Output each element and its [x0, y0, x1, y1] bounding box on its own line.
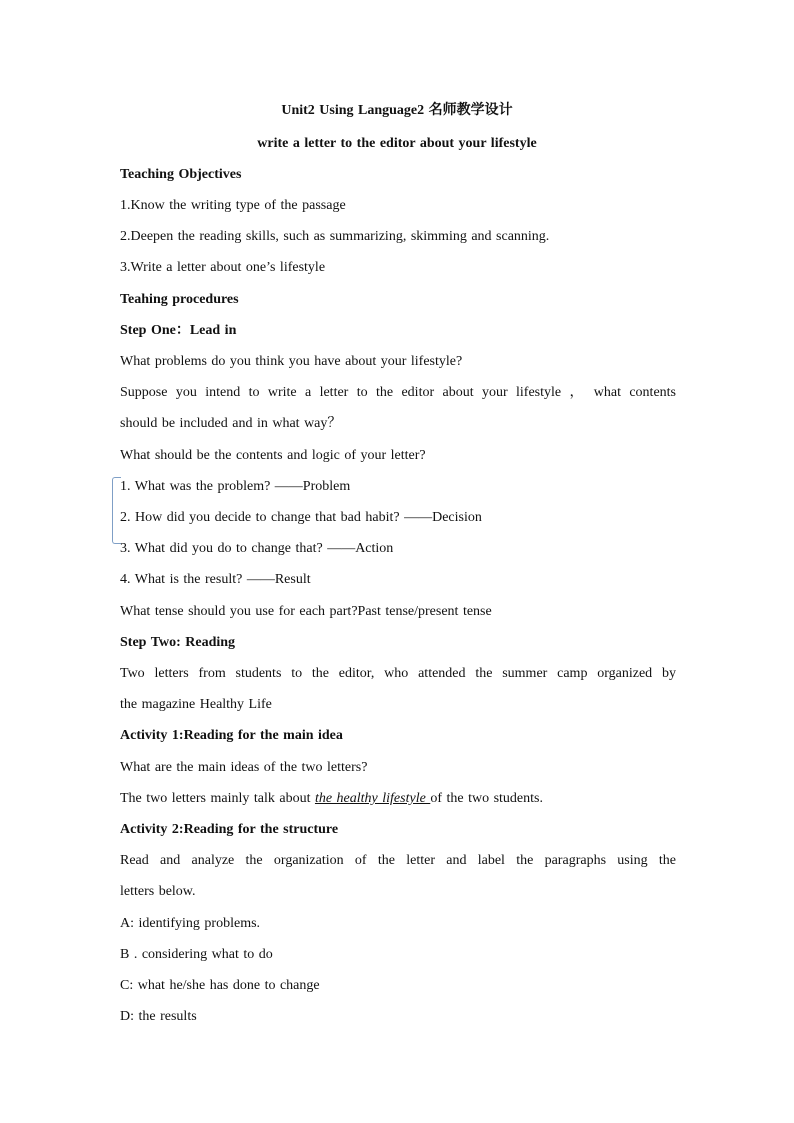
activity1-heading: Activity 1:Reading for the main idea [120, 728, 343, 743]
activity1-answer-before: The two letters mainly talk about [120, 791, 315, 806]
label-item: C: what he/she has done to change [120, 978, 320, 993]
activity1-answer [120, 790, 676, 808]
logic-item: 3. What did you do to change that? ——Action [120, 541, 394, 556]
two-letters-line2: the magazine Healthy Life [120, 697, 272, 712]
logic-item: 2. How did you decide to change that bad habit? ——Decision [120, 510, 482, 525]
procedures-heading: Teahing procedures [120, 292, 239, 307]
suppose-paragraph-line2: should be included and in what way？ [120, 416, 342, 431]
label-item: D: the results [120, 1009, 197, 1024]
activity2-line2: letters below. [120, 884, 196, 899]
document-subtitle: write a letter to the editor about your lifestyle [257, 136, 537, 151]
activity1-question: What are the main ideas of the two letters? [120, 760, 368, 775]
objectives-heading: Teaching Objectives [120, 167, 242, 182]
activity1-answer-underlined: the healthy lifestyle [314, 791, 431, 806]
objective-item: 1.Know the writing type of the passage [120, 198, 346, 213]
activity1-answer-after: of the two students. [430, 791, 543, 806]
objective-item: 3.Write a letter about one’s lifestyle [120, 260, 326, 275]
step-two-heading: Step Two: Reading [120, 635, 236, 650]
label-item: A: identifying problems. [120, 916, 261, 931]
tense-question: What tense should you use for each part?Past tense/present tense [120, 604, 492, 619]
objective-item: 2.Deepen the reading skills, such as summarizing, skimming and scanning. [120, 229, 550, 244]
step-one-heading: Step One：Lead in [120, 323, 237, 338]
activity2-line1: Read and analyze the organization of the letter and label the paragraphs using the [120, 853, 676, 868]
logic-item: 4. What is the result? ——Result [120, 572, 311, 587]
logic-item: 1. What was the problem? ——Problem [120, 479, 351, 494]
contents-logic-question: What should be the contents and logic of your letter? [120, 448, 426, 463]
suppose-paragraph-line1: Suppose you intend to write a letter to the editor about your lifestyle ， what contents [120, 385, 676, 400]
document-title: Unit2 Using Language2 名师教学设计 [281, 103, 513, 118]
label-item: B . considering what to do [120, 947, 273, 962]
lead-in-question: What problems do you think you have about your lifestyle? [120, 354, 463, 369]
activity2-heading: Activity 2:Reading for the structure [120, 822, 339, 837]
two-letters-line1: Two letters from students to the editor, who attended the summer camp organized by [120, 666, 676, 681]
